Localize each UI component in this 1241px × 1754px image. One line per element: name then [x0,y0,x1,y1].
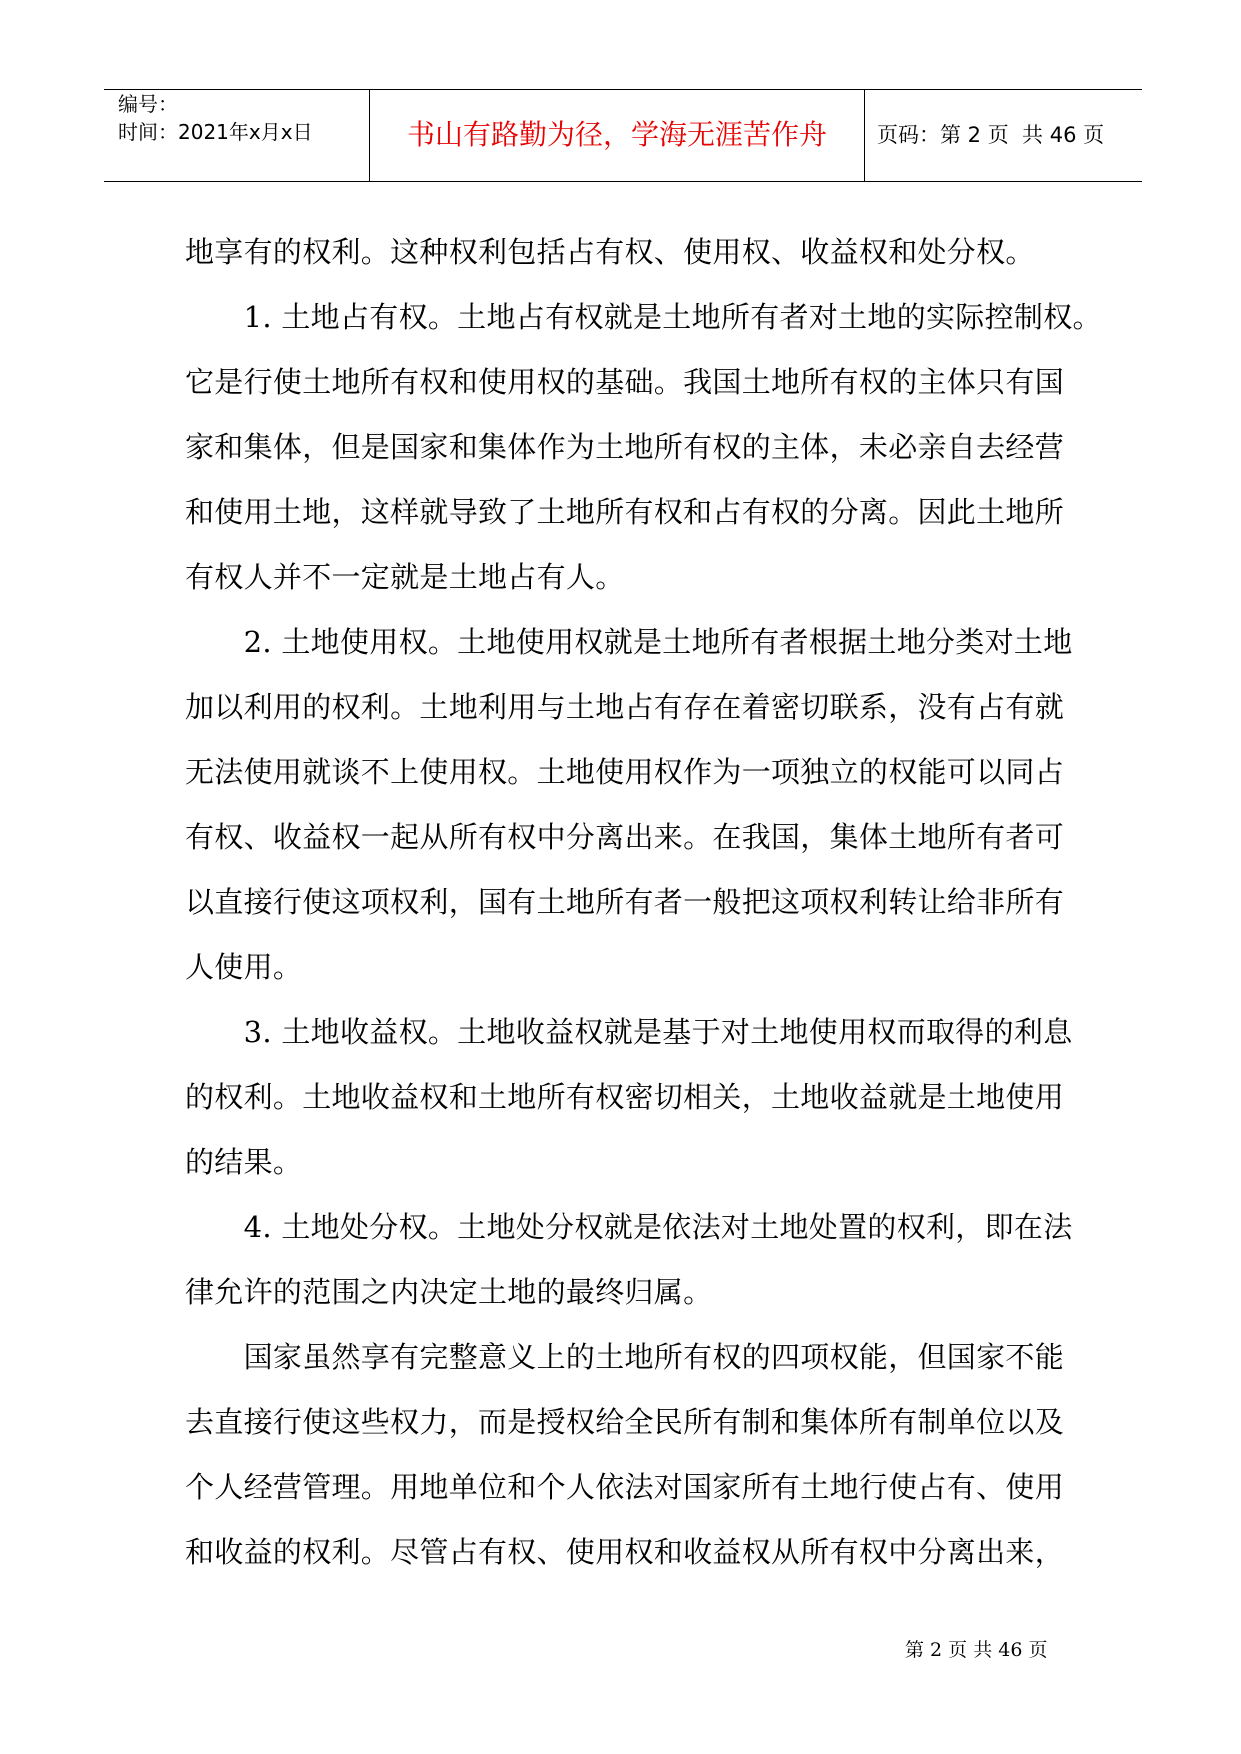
body-line: 律允许的范围之内决定土地的最终归属。 [185,1275,713,1309]
body-line: 1. 土地占有权。土地占有权就是土地所有者对土地的实际控制权。 [185,300,1102,334]
body-line: 和收益的权利。尽管占有权、使用权和收益权从所有权中分离出来， [185,1535,1065,1569]
body-line: 和使用土地，这样就导致了土地所有权和占有权的分离。因此土地所 [185,495,1065,529]
header-right-cell [865,90,1142,181]
header-page-info: 页码：第 2 页 共 46 页 [877,123,1105,147]
body-line: 有权人并不一定就是土地占有人。 [185,560,625,594]
body-line: 个人经营管理。用地单位和个人依法对国家所有土地行使占有、使用 [185,1470,1065,1504]
document-header [104,89,1142,182]
body-line: 有权、收益权一起从所有权中分离出来。在我国，集体土地所有者可 [185,820,1065,854]
body-line: 2. 土地使用权。土地使用权就是土地所有者根据土地分类对土地 [185,625,1073,659]
body-line: 以直接行使这项权利，国有土地所有者一般把这项权利转让给非所有 [185,885,1065,919]
time-label: 时间：2021年x月x日 [118,120,313,144]
body-line: 它是行使土地所有权和使用权的基础。我国土地所有权的主体只有国 [185,365,1065,399]
motto-text: 书山有路勤为径，学海无涯苦作舟 [406,118,827,151]
number-label: 编号： [118,92,178,116]
body-line: 加以利用的权利。土地利用与土地占有存在着密切联系，没有占有就 [185,690,1065,724]
header-left-cell [104,90,370,181]
body-line: 的结果。 [185,1145,303,1179]
body-line: 地享有的权利。这种权利包括占有权、使用权、收益权和处分权。 [185,235,1035,269]
body-line: 去直接行使这些权力，而是授权给全民所有制和集体所有制单位以及 [185,1405,1065,1439]
page-footer: 第 2 页 共 46 页 [905,1639,1048,1661]
body-text [185,220,1102,1585]
body-line: 4. 土地处分权。土地处分权就是依法对土地处置的权利，即在法 [185,1210,1073,1244]
body-line: 人使用。 [185,950,303,984]
header-middle-cell [370,90,865,181]
body-line: 家和集体，但是国家和集体作为土地所有权的主体，未必亲自去经营 [185,430,1065,464]
body-line: 的权利。土地收益权和土地所有权密切相关，土地收益就是土地使用 [185,1080,1065,1114]
body-line: 国家虽然享有完整意义上的土地所有权的四项权能，但国家不能 [185,1340,1065,1374]
body-line: 3. 土地收益权。土地收益权就是基于对土地使用权而取得的利息 [185,1015,1073,1049]
body-line: 无法使用就谈不上使用权。土地使用权作为一项独立的权能可以同占 [185,755,1065,789]
